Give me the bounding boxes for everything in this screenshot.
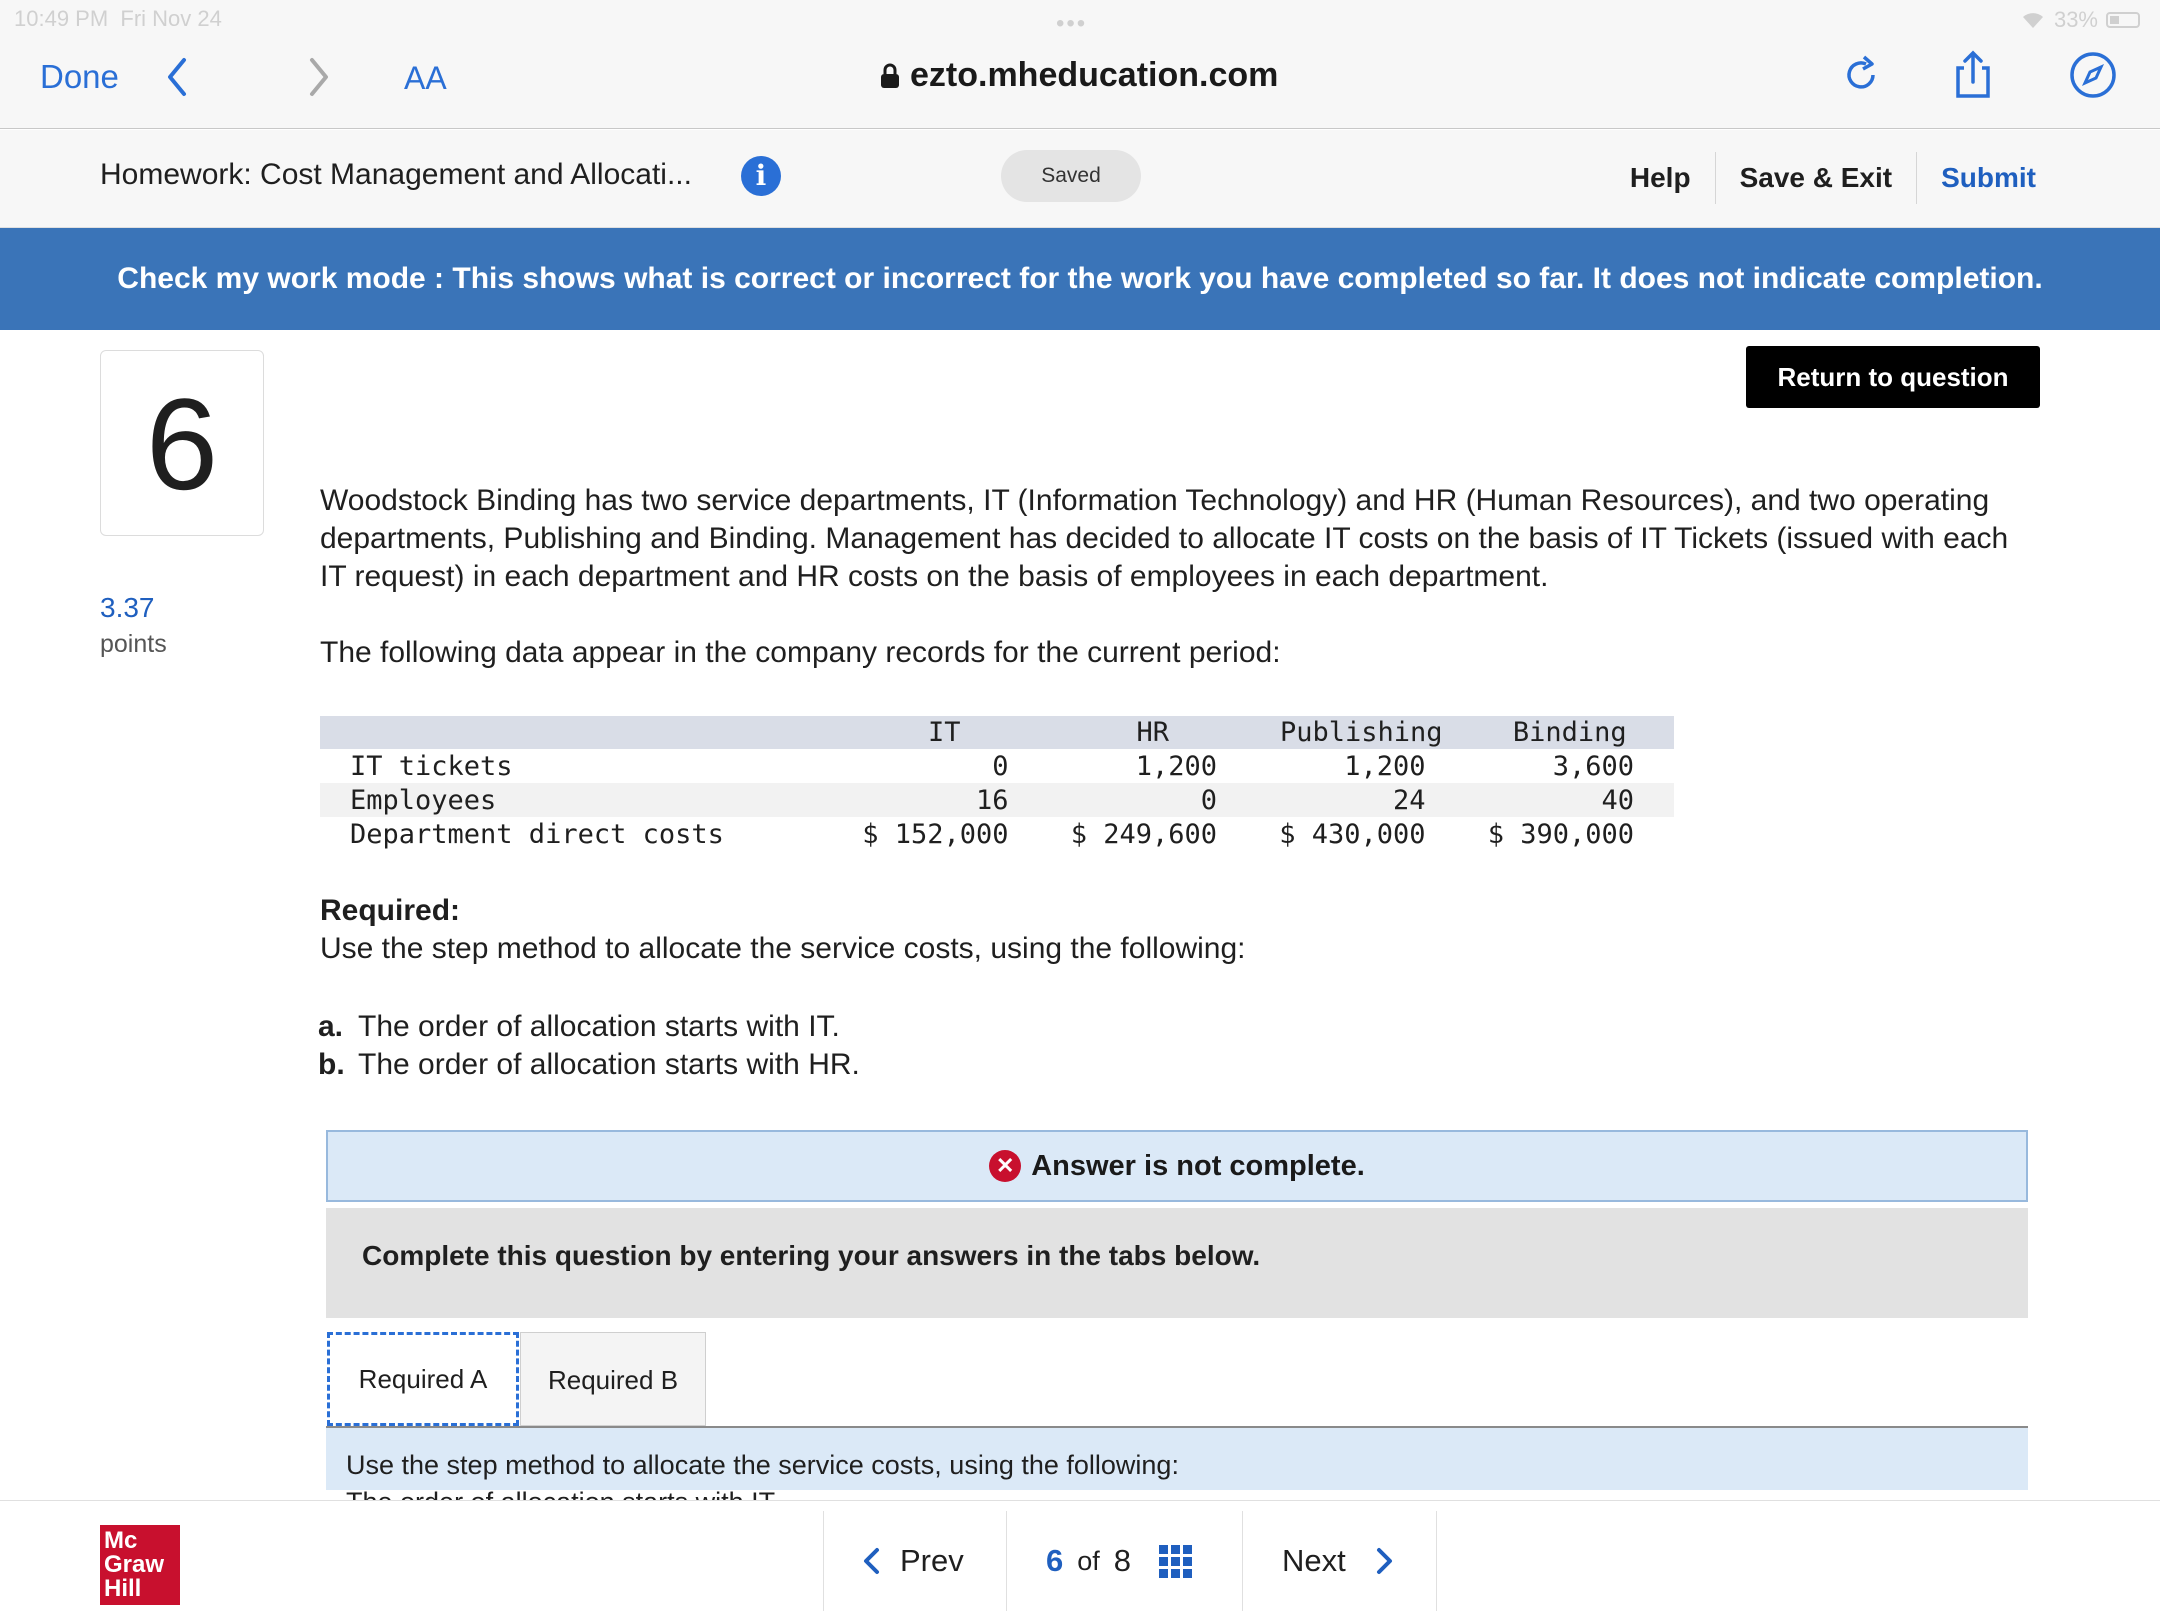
- tab-required-a[interactable]: Required A: [327, 1332, 519, 1426]
- date-text: Fri Nov 24: [120, 6, 222, 31]
- table-header: HR: [1049, 716, 1258, 749]
- question-subtext: The following data appear in the company records for the current period:: [320, 636, 1281, 669]
- divider: [823, 1511, 824, 1611]
- submit-link[interactable]: Submit: [1941, 162, 2036, 193]
- list-letter: a.: [318, 1010, 344, 1043]
- save-exit-link[interactable]: Save & Exit: [1739, 162, 1893, 193]
- question-text: Woodstock Binding has two service departments, IT (Information Technology) and HR (Human Resources), and two operating departments, Publishing and Binding. Management has decided to allocate IT costs on the basis of IT Tickets (issued with each IT request) in each department and HR costs on the basis of employees in each department.: [320, 484, 2009, 593]
- time-text: 10:49 PM: [14, 6, 109, 31]
- table-row: [320, 783, 1674, 817]
- table-cell: 3,600: [1552, 750, 1634, 782]
- assignment-title: Homework: Cost Management and Allocati...: [100, 158, 692, 191]
- text-size-button[interactable]: AA: [404, 60, 447, 96]
- chevron-right-icon: [1372, 1546, 1396, 1576]
- tab-required-b[interactable]: Required B: [520, 1332, 706, 1426]
- assignment-header: [0, 130, 2160, 228]
- page-of: of: [1077, 1545, 1100, 1576]
- table-header: IT: [840, 716, 1049, 749]
- required-section: [320, 892, 1246, 968]
- table-cell: 1,200: [1344, 750, 1426, 782]
- table-cell: Employees: [320, 783, 840, 817]
- wifi-icon: [2020, 10, 2046, 30]
- answer-status-bar: [326, 1130, 2028, 1202]
- page-indicator[interactable]: [1046, 1511, 1192, 1611]
- page-total: 8: [1113, 1543, 1132, 1578]
- table-cell: 40: [1466, 783, 1675, 817]
- table-header: [320, 716, 840, 749]
- table-row: [320, 749, 1674, 783]
- list-text: The order of allocation starts with IT.: [358, 1010, 840, 1043]
- battery-icon: [2106, 12, 2140, 28]
- next-button[interactable]: [1282, 1511, 1396, 1611]
- list-item: [318, 1008, 860, 1046]
- question-number: 6: [100, 350, 264, 536]
- back-icon[interactable]: [158, 52, 198, 102]
- table-cell: IT tickets: [350, 750, 513, 782]
- table-cell: $ 430,000: [1279, 818, 1426, 850]
- required-label: Required:: [320, 894, 461, 927]
- check-my-work-banner: Check my work mode : This shows what is correct or incorrect for the work you have completed so far. It does not indicate completion.: [0, 228, 2160, 330]
- table-cell: 1,200: [1135, 750, 1217, 782]
- status-right: [2020, 6, 2140, 34]
- answer-status-text: Answer is not complete.: [1031, 1149, 1365, 1182]
- page-current: 6: [1046, 1543, 1064, 1578]
- lock-icon: [880, 63, 900, 89]
- divider: [1006, 1511, 1007, 1611]
- info-icon[interactable]: i: [741, 156, 781, 196]
- address-bar[interactable]: [880, 56, 1278, 95]
- requirement-list: [318, 1008, 860, 1084]
- table-row: [320, 817, 1674, 851]
- department-data-table: [320, 716, 1674, 851]
- table-cell: 0: [992, 750, 1009, 782]
- logo-line: Mc: [104, 1527, 138, 1554]
- footer-nav: [0, 1500, 2160, 1620]
- table-header: Binding: [1466, 716, 1675, 749]
- tabs-instruction: Complete this question by entering your answers in the tabs below.: [326, 1208, 2028, 1318]
- list-item: [318, 1046, 860, 1084]
- points-label: points: [100, 630, 167, 658]
- chevron-left-icon: [860, 1546, 884, 1576]
- tab-content-text: Use the step method to allocate the service costs, using the following:: [346, 1450, 1179, 1480]
- tab-content: [326, 1428, 2028, 1490]
- forward-icon[interactable]: [298, 52, 338, 102]
- done-button[interactable]: Done: [40, 58, 119, 95]
- grid-icon[interactable]: [1159, 1545, 1192, 1578]
- battery-percent: 33%: [2053, 7, 2098, 32]
- divider: [1436, 1511, 1437, 1611]
- prev-button[interactable]: [860, 1511, 964, 1611]
- table-cell: 16: [840, 783, 1049, 817]
- compass-icon[interactable]: [2068, 50, 2118, 100]
- logo-line: Hill: [104, 1575, 142, 1602]
- reload-icon[interactable]: [1836, 50, 1886, 100]
- divider: [1242, 1511, 1243, 1611]
- header-actions: [1606, 152, 2060, 204]
- mcgraw-hill-logo: [100, 1525, 180, 1605]
- required-text: Use the step method to allocate the service costs, using the following:: [320, 932, 1246, 965]
- help-link[interactable]: Help: [1629, 162, 1691, 193]
- saved-badge: Saved: [1001, 150, 1141, 202]
- table-header: Publishing: [1257, 716, 1466, 749]
- logo-line: Graw: [104, 1551, 165, 1578]
- list-text: The order of allocation starts with HR.: [358, 1048, 860, 1081]
- list-letter: b.: [318, 1048, 345, 1081]
- multitask-dots-icon[interactable]: •••: [1056, 10, 1088, 37]
- share-icon[interactable]: [1948, 50, 1998, 100]
- table-cell: $ 390,000: [1487, 818, 1634, 850]
- url-text: ezto.mheducation.com: [910, 56, 1279, 94]
- table-header-row: [320, 716, 1674, 749]
- return-to-question-button[interactable]: Return to question: [1746, 346, 2040, 408]
- table-cell: 24: [1257, 783, 1466, 817]
- table-cell: $ 249,600: [1070, 818, 1217, 850]
- error-x-icon: ✕: [989, 1150, 1021, 1182]
- table-cell: 0: [1049, 783, 1258, 817]
- status-time: [14, 6, 222, 34]
- table-cell: Department direct costs: [350, 818, 724, 850]
- next-label: Next: [1282, 1543, 1346, 1578]
- points-value: 3.37: [100, 592, 155, 623]
- table-cell: $ 152,000: [862, 818, 1009, 850]
- prev-label: Prev: [900, 1543, 964, 1578]
- browser-toolbar: [0, 0, 2160, 129]
